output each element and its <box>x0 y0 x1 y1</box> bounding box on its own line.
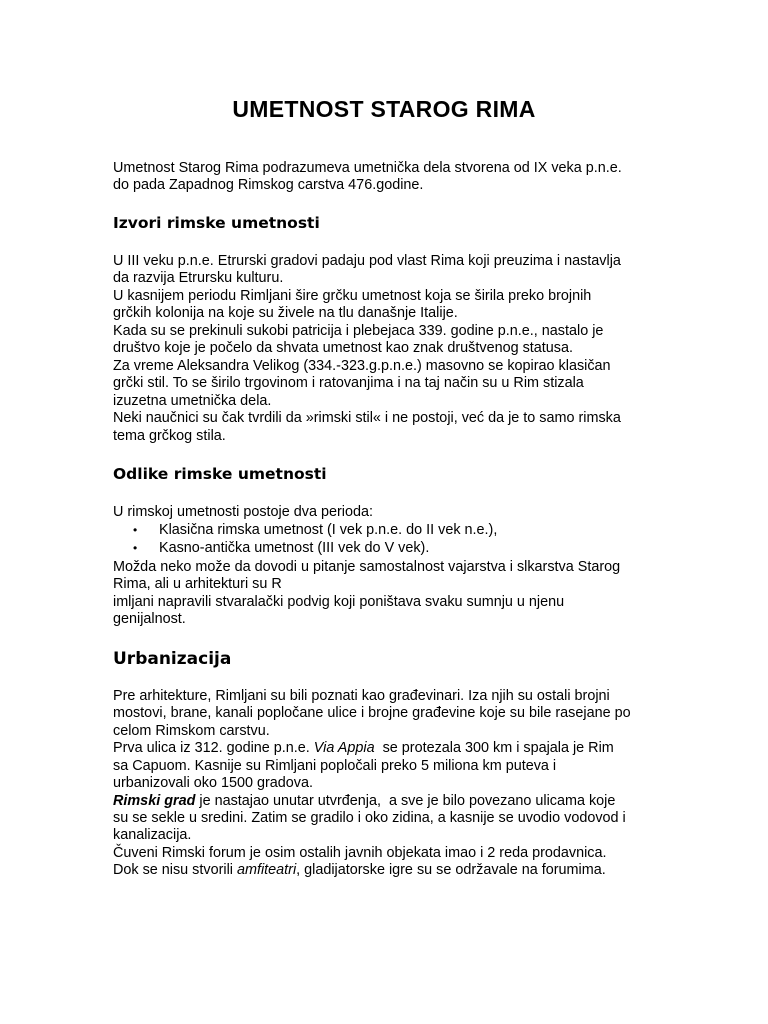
paragraph-line: Rima, ali u arhitekturi su R <box>113 576 282 592</box>
section-heading-izvori: Izvori rimske umetnosti <box>113 214 320 232</box>
text-run: Dok se nisu stvorili <box>113 862 237 878</box>
intro-line: do pada Zapadnog Rimskog carstva 476.godine. <box>113 177 424 193</box>
paragraph-line: Čuveni Rimski forum je osim ostalih javnih objekata imao i 2 reda prodavnica. <box>113 845 607 861</box>
paragraph-line <box>113 862 606 879</box>
paragraph-line: Kada su se prekinuli sukobi patricija i plebejaca 339. godine p.n.e., nastalo je <box>113 323 604 339</box>
paragraph-line: urbanizovali oko 1500 gradova. <box>113 775 314 791</box>
list-item: Kasno-antička umetnost (III vek do V vek). <box>159 540 430 556</box>
section-heading-odlike: Odlike rimske umetnosti <box>113 465 327 483</box>
paragraph-line: Za vreme Aleksandra Velikog (334.-323.g.p.n.e.) masovno se kopirao klasičan <box>113 358 611 374</box>
paragraph-line: celom Rimskom carstvu. <box>113 723 270 739</box>
text-run: Prva ulica iz 312. godine p.n.e. <box>113 740 314 756</box>
paragraph-line: da razvija Etrursku kulturu. <box>113 270 284 286</box>
paragraph-line: imljani napravili stvaralački podvig koji poništava svaku sumnju u njenu <box>113 594 565 610</box>
bullet-icon: • <box>133 523 138 537</box>
paragraph-line: U III veku p.n.e. Etrurski gradovi padaju pod vlast Rima koji preuzima i nastavlja <box>113 253 621 269</box>
paragraph-line: grčki stil. To se širilo trgovinom i ratovanjima i na taj način su u Rim stizala <box>113 375 584 391</box>
intro-line: Umetnost Starog Rima podrazumeva umetnička dela stvorena od IX veka p.n.e. <box>113 160 622 176</box>
paragraph-line: mostovi, brane, kanali popločane ulice i brojne građevine koje su bile rasejane po <box>113 705 631 721</box>
paragraph-line: Možda neko može da dovodi u pitanje samostalnost vajarstva i slkarstva Starog <box>113 559 621 575</box>
paragraph-line: U rimskoj umetnosti postoje dva perioda: <box>113 504 373 520</box>
emphasis-amfiteatri: amfiteatri <box>236 862 297 878</box>
paragraph-line: tema grčkog stila. <box>113 428 226 444</box>
paragraph-line <box>113 740 614 757</box>
text-run: se protezala 300 km i spajala je Rim <box>374 740 614 756</box>
paragraph-line: Neki naučnici su čak tvrdili da »rimski stil« i ne postoji, već da je to samo rimska <box>113 410 621 426</box>
emphasis-via-appia: Via Appia <box>313 740 375 756</box>
bullet-icon: • <box>133 541 138 555</box>
list-item: Klasična rimska umetnost (I vek p.n.e. do II vek n.e.), <box>159 522 498 538</box>
text-run: , gladijatorske igre su se održavale na forumima. <box>296 862 606 878</box>
paragraph-line: genijalnost. <box>113 611 186 627</box>
paragraph-line: Pre arhitekture, Rimljani su bili poznati kao građevinari. Iza njih su ostali brojni <box>113 688 610 704</box>
section-heading-urbanizacija: Urbanizacija <box>113 649 232 669</box>
paragraph-line: društvo koje je počelo da shvata umetnost kao znak društvenog statusa. <box>113 340 573 356</box>
paragraph-line: kanalizacija. <box>113 827 192 843</box>
paragraph-line: U kasnijem periodu Rimljani šire grčku umetnost koja se širila preko brojnih <box>113 288 592 304</box>
text-run: je nastajao unutar utvrđenja, a sve je bilo povezano ulicama koje <box>195 793 616 809</box>
paragraph-line: izuzetna umetnička dela. <box>113 393 272 409</box>
document-title: UMETNOST STAROG RIMA <box>232 96 536 122</box>
paragraph-line: grčkih kolonija na koje su živele na tlu današnje Italije. <box>113 305 458 321</box>
emphasis-rimski-grad: Rimski grad <box>113 793 196 809</box>
paragraph-line: sa Capuom. Kasnije su Rimljani popločali preko 5 miliona km puteva i <box>113 758 557 774</box>
paragraph-line <box>113 793 615 810</box>
paragraph-line: su se sekle u sredini. Zatim se gradilo i oko zidina, a kasnije se uvodio vodovod i <box>113 810 626 826</box>
